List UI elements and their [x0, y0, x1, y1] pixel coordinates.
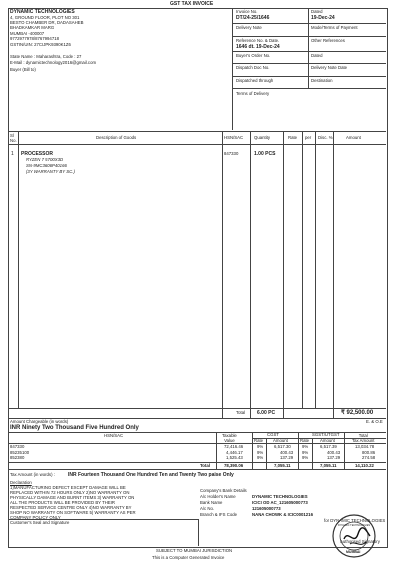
tax-total-total: 14,110.22 — [355, 463, 374, 468]
meta-rule — [232, 51, 386, 52]
branch-label: Branch & IFS Code — [200, 512, 238, 517]
col-rule — [283, 131, 284, 418]
tax-row-sgst-rate: 9% — [302, 455, 309, 460]
tax-col-rule — [344, 432, 345, 469]
reference-value: 1646 dt. 19-Dec-24 — [236, 44, 280, 50]
bank-name: ICICI OD AC_121605000773 — [252, 500, 308, 505]
sgst-rate-label: Rate — [300, 438, 310, 443]
invoice-no: DT/24-25/1646 — [236, 15, 270, 21]
tax-col-rule — [266, 438, 267, 469]
tax-total-sgst: 7,055.11 — [320, 463, 337, 468]
ac-no-label: A/c No. — [200, 506, 215, 511]
tax-row-taxable: 1,525.43 — [226, 455, 243, 460]
branch-ifs: NANA CHOWK & ICIC0001216 — [252, 512, 313, 517]
total-label: Total — [236, 410, 246, 415]
col-rule — [302, 131, 303, 408]
other-references-label: Other References — [311, 38, 345, 43]
declaration-line: REPLACED WITHIN 72 HOURS ONLY 2)NO WARRANTY ON — [10, 490, 130, 495]
tax-words-label: Tax Amount (in words) : — [10, 472, 55, 477]
item-hsn: 847330 — [224, 151, 239, 156]
seller-name: DYNAMIC TECHNOLOGIES — [10, 9, 75, 15]
tax-col-rule — [252, 432, 253, 469]
tax-row-hsn: 852380 — [10, 455, 25, 460]
tax-row-cgst-rate: 9% — [257, 455, 264, 460]
col-amount: Amount — [346, 135, 361, 140]
tax-col-rule — [298, 432, 299, 469]
seller-line: E-Mail : dynamictechnology2016@gmail.com — [10, 60, 97, 65]
eoe: E. & O.E — [366, 419, 383, 424]
tax-row-taxable: 4,446.17 — [226, 450, 243, 455]
delivery-note-date-label: Delivery Note Date — [311, 65, 348, 70]
col-rule — [222, 131, 223, 418]
col-per: per — [305, 135, 312, 140]
tax-row-cgst-amt: 137.29 — [280, 455, 294, 460]
seller-line: BHADKAMKAR MARG — [10, 25, 55, 30]
tax-sgst-header: SGST/UTGST — [312, 432, 340, 437]
terms-of-delivery-label: Terms of Delivery — [236, 91, 270, 96]
tax-row-sgst-amt: 6,517.39 — [320, 444, 337, 449]
footer-divider — [198, 519, 199, 546]
col-rule — [315, 131, 316, 408]
order-dated-label: Dated — [311, 53, 323, 58]
tax-total-header: Total Tax Amount — [352, 433, 375, 443]
item-detail: SN-9MC3606P40166 — [26, 163, 67, 168]
tax-row-hsn: 847330 — [10, 444, 25, 449]
tax-row-sgst-rate: 9% — [302, 450, 309, 455]
tax-row-taxable: 72,416.46 — [224, 444, 244, 449]
ac-no: 121605000773 — [252, 506, 281, 511]
seller-line: BESTO CHAMBER DR, DADASAHEB — [10, 20, 84, 25]
total-row-top — [8, 408, 386, 409]
tax-row-cgst-amt: 6,517.30 — [274, 444, 291, 449]
for-company-label: for DYNAMIC TECHNOLOGIES — [324, 518, 386, 523]
bank-name-label: Bank Name — [200, 500, 223, 505]
tax-cgst-header: CGST — [267, 432, 279, 437]
dispatched-through-label: Dispatched through — [236, 78, 274, 83]
buyer-label: Buyer (Bill to) — [10, 67, 36, 72]
amount-in-words: INR Ninety Two Thousand Five Hundred Only — [10, 425, 139, 431]
authorised-signatory: Authorised Signatory — [340, 539, 380, 544]
tax-row-total: 274.58 — [362, 455, 376, 460]
meta-rule — [232, 76, 386, 77]
tax-total-cgst: 7,055.11 — [274, 463, 291, 468]
declaration-line: 1)MANUFACTURING DEFECT EXCEPT DAMAGE WILL BE — [10, 485, 126, 490]
tax-row-sgst-rate: 9% — [302, 444, 309, 449]
col-description: Description of Goods — [96, 135, 137, 140]
tax-row-total: 13,034.78 — [355, 444, 375, 449]
cgst-rate-label: Rate — [254, 438, 264, 443]
sgst-amount-label: Amount — [320, 438, 335, 443]
bank-details-label: Company's Bank Details — [200, 488, 247, 493]
cgst-amount-label: Amount — [273, 438, 288, 443]
col-rule — [18, 131, 19, 408]
tax-row-sgst-amt: 137.29 — [327, 455, 341, 460]
seller-line: GSTIN/UIN: 27CIJPK9390K1Z6 — [10, 42, 71, 47]
item-name: PROCESSOR — [21, 151, 53, 157]
item-qty: 1.00 PCS — [254, 151, 276, 157]
item-sl: 1 — [11, 151, 14, 157]
tax-row-hsn: 85235100 — [10, 450, 30, 455]
invoice-no-label: Invoice No. — [236, 9, 258, 14]
tax-rule — [8, 469, 386, 470]
tax-hsn-header: HSN/SAC — [104, 433, 124, 438]
jurisdiction-note: SUBJECT TO MUMBAI JURISDICTION — [156, 548, 233, 553]
dated-label: Dated — [311, 9, 323, 14]
declaration-line: RESPECTED SERVICE CENTRE ONLY 4)NO WARRANTY BY — [10, 505, 132, 510]
delivery-note-label: Delivery Note — [236, 25, 262, 30]
seller-line: 4, GROUND FLOOR, PLOT NO 301 — [10, 15, 80, 20]
seller-line: 9772977978/8767994718 — [10, 36, 59, 41]
invoice-title: GST TAX INVOICE — [170, 1, 214, 7]
tax-col-rule — [312, 438, 313, 469]
destination-label: Destination — [311, 78, 333, 83]
declaration-line: COMPANY POLICY ONLY — [10, 515, 61, 520]
col-disc: Disc. % — [318, 135, 333, 140]
declaration-label: Declaration — [10, 480, 32, 485]
col-rule — [333, 131, 334, 418]
tax-row-cgst-amt: 400.43 — [280, 450, 294, 455]
payment-terms-label: Mode/Terms of Payment — [311, 25, 358, 30]
col-sl: Sl No. — [10, 133, 17, 143]
customer-seal-label: Customer's Seal and Signature — [10, 520, 70, 525]
tax-total-label: Total — [200, 463, 210, 468]
tax-row-total: 800.86 — [362, 450, 376, 455]
dispatch-doc-label: Dispatch Doc No. — [236, 65, 270, 70]
declaration-line: PHYSICALLY DAMAGE AND BURNT ITEMS 3) WARRANTY ON — [10, 495, 135, 500]
col-rule — [250, 131, 251, 418]
dated-value: 19-Dec-24 — [311, 15, 335, 21]
meta-rule — [232, 36, 386, 37]
stamp-text-top: DYNAMIC TECHNOLOGIES — [338, 524, 371, 527]
tax-row-cgst-rate: 9% — [257, 450, 264, 455]
computer-generated-note: This is a Computer Generated Invoice — [152, 555, 225, 560]
meta-rule — [232, 63, 386, 64]
col-quantity: Quantity — [254, 135, 271, 140]
col-hsn: HSN/SAC — [224, 135, 244, 140]
tax-total-taxable: 78,390.06 — [224, 463, 244, 468]
items-header-top — [8, 131, 386, 132]
item-detail: (3Y WARRANTY BY SC.) — [26, 169, 75, 174]
items-header-bottom — [8, 144, 386, 145]
header-divider — [232, 8, 233, 130]
total-amount: ₹ 92,500.00 — [341, 410, 374, 416]
tax-col-rule — [216, 432, 217, 469]
item-detail: RYZEN 7 5700X3D — [26, 157, 64, 162]
seller-line: State Name : Maharashtra, Code : 27 — [10, 54, 82, 59]
buyer-order-label: Buyer's Order No. — [236, 53, 271, 58]
declaration-line: ALL THE PRODUCTS WILL BE PROVIDED BY THEIR — [10, 500, 115, 505]
ac-holder-name: DYNAMIC TECHNOLOGIES — [252, 494, 308, 499]
meta-rule — [232, 88, 386, 89]
tax-amount-in-words: INR Fourteen Thousand One Hundred Ten and Twenty Two paise Only — [68, 472, 234, 478]
tax-row-cgst-rate: 9% — [257, 444, 264, 449]
words-label: Amount Chargeable (in words) — [10, 419, 69, 424]
total-qty: 6.00 PC — [257, 410, 276, 416]
seller-line: MUMBAI -400007 — [10, 31, 45, 36]
col-rate: Rate — [288, 135, 298, 140]
ac-holder-label: A/c Holder's Name — [200, 494, 236, 499]
meta-rule — [232, 23, 386, 24]
tax-taxable-header: Taxable Value — [222, 433, 237, 443]
reference-label: Reference No. & Date. — [236, 38, 280, 43]
tax-row-sgst-amt: 400.43 — [327, 450, 341, 455]
declaration-line: SHOP NO WARRANTY ON SOFTWARE 5) WARRANTY AS PER — [10, 510, 136, 515]
stamp-text-bottom: MUMBAI — [346, 550, 361, 554]
